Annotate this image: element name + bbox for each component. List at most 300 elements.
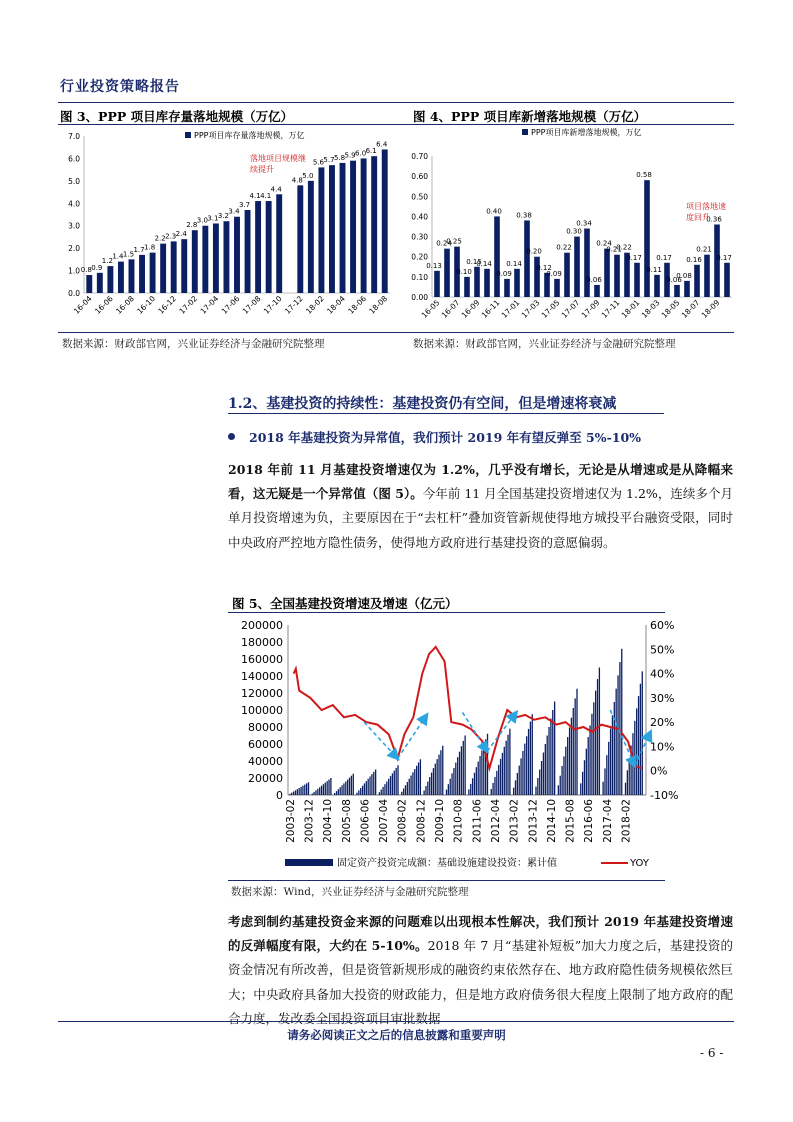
fig5-bar — [545, 744, 546, 795]
fig5-right-tick: 0% — [650, 764, 668, 778]
fig4-bar — [524, 220, 530, 297]
fig5-bar — [463, 741, 464, 795]
fig5-bar — [472, 778, 473, 795]
fig5-x-tick: 2010-08 — [452, 799, 465, 843]
fig5-bar — [302, 786, 303, 795]
fig5-right-tick: 50% — [650, 643, 675, 657]
fig5-bar — [341, 785, 342, 795]
fig4-value-label: 0.20 — [526, 247, 542, 256]
fig5-bar — [532, 714, 533, 795]
fig4-value-label: 0.06 — [586, 275, 602, 284]
fig5-bar — [308, 782, 309, 795]
fig3-bar — [234, 217, 240, 293]
fig3-bar — [340, 163, 346, 293]
fig5-bar — [409, 779, 410, 795]
fig5-bar — [371, 774, 372, 795]
fig5-bar — [558, 785, 559, 795]
fig5-bar — [498, 765, 499, 795]
fig4-annotation-2: 度回升 — [686, 213, 710, 222]
fig4-x-tick: 17-03 — [519, 298, 542, 320]
fig3-bar — [382, 149, 388, 293]
fig5-bar — [520, 758, 521, 795]
fig3-x-tick: 17-02 — [177, 294, 200, 316]
fig5-bar — [504, 747, 505, 795]
fig5-bar — [616, 689, 617, 795]
fig4-x-tick: 16-05 — [419, 298, 442, 320]
fig5-bar — [492, 783, 493, 795]
fig4-bar — [644, 180, 650, 297]
fig5-legend-bar-swatch — [285, 859, 333, 866]
fig5-right-tick: 60% — [650, 619, 675, 632]
fig3-value-label: 5.9 — [344, 151, 356, 160]
fig4-value-label: 0.14 — [506, 259, 522, 268]
fig5-bar — [522, 751, 523, 795]
fig5-bar — [461, 746, 462, 795]
fig5-bar — [599, 668, 600, 796]
fig5-bar — [338, 789, 339, 795]
fig5-x-tick: 2014-10 — [545, 799, 558, 843]
fig5-right-tick: -10% — [650, 789, 679, 802]
fig5-left-tick: 180000 — [241, 636, 283, 649]
fig5-bar — [423, 791, 424, 795]
fig4-bar — [574, 237, 580, 297]
fig4-y-tick: 0.50 — [411, 192, 428, 202]
fig5-bar — [386, 781, 387, 795]
fig5-legend-line-label: YOY — [630, 858, 649, 869]
fig3-x-tick: 18-04 — [325, 294, 347, 316]
fig5-bar — [373, 772, 374, 795]
fig4-y-tick: 0.40 — [411, 212, 428, 222]
fig5-bar — [573, 708, 574, 795]
fig5-x-tick: 2006-06 — [359, 799, 372, 843]
fig5-bar — [293, 792, 294, 795]
fig5-bar — [468, 789, 469, 795]
fig4-bar — [504, 279, 510, 297]
fig5-bar — [535, 787, 536, 796]
fig5-bar — [336, 791, 337, 795]
fig4-x-tick: 17-09 — [579, 298, 602, 320]
fig5-bar — [448, 784, 449, 795]
fig4-value-label: 0.38 — [516, 211, 532, 220]
fig3-value-label: 4.4 — [270, 185, 282, 194]
fig3-annotation-1: 落地项目规模继 — [250, 154, 306, 163]
fig5-x-tick: 2003-02 — [284, 799, 297, 843]
fig5-bar — [317, 789, 318, 795]
fig5-bar — [524, 744, 525, 795]
fig3-value-label: 3.7 — [238, 201, 251, 210]
fig5-bar — [427, 782, 428, 795]
fig3-bar — [97, 273, 103, 293]
fig5-bar — [403, 789, 404, 795]
fig5-bar — [554, 702, 555, 796]
page-number: - 6 - — [700, 1046, 724, 1060]
fig4-bar — [434, 271, 440, 297]
fig3-value-label: 0.8 — [80, 266, 92, 275]
fig5-bar — [586, 749, 587, 795]
fig5-bar — [517, 773, 518, 795]
fig4-bar — [514, 269, 520, 297]
fig3-value-label: 3.4 — [228, 207, 240, 216]
fig5-bar — [319, 787, 320, 795]
fig5-bar — [476, 767, 477, 795]
fig4-value-label: 0.09 — [496, 269, 512, 278]
fig4-bar — [594, 285, 600, 297]
fig3-y-tick: 2.0 — [68, 244, 80, 254]
fig5-bar — [379, 792, 380, 795]
fig3-value-label: 2.4 — [175, 230, 187, 239]
fig-title-rule — [58, 124, 734, 125]
fig4-value-label: 0.08 — [676, 271, 692, 280]
fig4-value-label: 0.17 — [626, 253, 642, 262]
fig3-bar — [202, 226, 208, 293]
fig5-bar — [602, 782, 603, 795]
fig4-value-label: 0.17 — [656, 253, 672, 262]
fig4-bar — [484, 269, 490, 297]
fig5-bar — [621, 649, 622, 795]
fig5-x-tick: 2011-06 — [471, 799, 484, 843]
fig5-x-tick: 2015-08 — [564, 799, 577, 843]
fig5-bar — [334, 793, 335, 795]
fig3-bar — [266, 201, 272, 293]
fig5-bar — [560, 776, 561, 795]
fig5-left-tick: 40000 — [248, 755, 283, 768]
fig5-bar — [550, 719, 551, 796]
fig5-bar — [530, 722, 531, 795]
fig5-bar — [509, 729, 510, 795]
fig5-bar — [369, 776, 370, 795]
fig5-bar — [397, 765, 398, 795]
fig3-bar — [276, 194, 282, 293]
fig3-y-tick: 1.0 — [68, 266, 80, 276]
fig5-bar — [640, 684, 641, 795]
fig5-bar — [435, 764, 436, 795]
fig5-bar — [614, 702, 615, 795]
fig5-bar — [528, 729, 529, 795]
fig4-bar — [704, 255, 710, 297]
fig5-bar — [297, 789, 298, 795]
fig3-bar — [361, 158, 367, 293]
fig4-chart — [410, 126, 736, 332]
fig5-bar — [597, 679, 598, 795]
fig5-bar — [289, 794, 290, 795]
fig5-bar — [479, 756, 480, 795]
fig5-bar — [330, 778, 331, 795]
fig3-bar — [213, 223, 219, 293]
fig3-value-label: 1.8 — [144, 243, 156, 252]
fig4-x-tick: 18-01 — [619, 298, 642, 320]
fig3-value-label: 5.8 — [333, 153, 346, 162]
fig4-bar — [464, 277, 470, 297]
fig4-bar — [534, 257, 540, 297]
fig5-x-tick: 2004-10 — [322, 799, 335, 843]
fig5-bar — [407, 782, 408, 795]
fig3-value-label: 1.2 — [101, 257, 113, 266]
fig5-right-tick: 40% — [650, 667, 675, 681]
fig5-bar — [364, 783, 365, 795]
fig5-x-tick: 2008-02 — [396, 799, 409, 843]
fig5-bar — [299, 788, 300, 795]
paragraph-1 — [228, 458, 733, 555]
fig5-bar — [496, 771, 497, 795]
fig3-value-label: 1.5 — [122, 250, 135, 259]
fig5-bar — [589, 725, 590, 795]
fig5-bar — [368, 779, 369, 795]
fig3-bar — [171, 241, 177, 293]
fig4-bar — [554, 279, 560, 297]
fig5-left-tick: 100000 — [241, 704, 283, 717]
fig5-bar — [358, 790, 359, 795]
fig5-x-tick: 2013-02 — [508, 799, 521, 843]
fig3-value-label: 2.2 — [154, 234, 166, 243]
fig3-bar — [118, 262, 124, 293]
fig4-value-label: 0.24 — [596, 239, 612, 248]
fig4-x-tick: 17-05 — [539, 298, 562, 320]
fig5-bar — [617, 675, 618, 795]
fig4-value-label: 0.14 — [476, 259, 492, 268]
fig5-bar — [625, 783, 626, 795]
fig4-y-tick: 0.60 — [411, 172, 428, 182]
fig5-bar — [392, 773, 393, 795]
fig4-bar — [444, 249, 450, 297]
fig3-chart — [58, 126, 394, 332]
fig3-value-label: 2.8 — [186, 221, 198, 230]
fig5-bar — [375, 770, 376, 796]
fig5-x-tick: 2005-08 — [340, 799, 353, 843]
fig5-bar — [584, 760, 585, 795]
fig5-bar — [453, 768, 454, 795]
fig5-bar — [491, 789, 492, 795]
fig3-value-label: 4.8 — [291, 176, 303, 185]
fig3-x-tick: 17-12 — [282, 294, 305, 316]
fig5-bar — [629, 758, 630, 795]
fig5-bar — [500, 759, 501, 795]
fig3-bar — [308, 181, 314, 293]
fig5-right-tick: 30% — [650, 691, 675, 705]
fig4-value-label: 0.21 — [606, 245, 622, 254]
fig3-x-tick: 17-10 — [261, 294, 284, 316]
fig5-bar — [588, 737, 589, 795]
fig4-bar — [474, 267, 480, 297]
fig5-bar — [362, 786, 363, 795]
fig4-bar — [684, 281, 690, 297]
fig3-x-tick: 18-08 — [367, 294, 390, 316]
fig5-bar — [526, 736, 527, 795]
fig3-bar — [181, 239, 187, 293]
fig4-x-tick: 16-07 — [439, 298, 462, 320]
fig4-value-label: 0.34 — [576, 219, 592, 228]
fig5-x-tick: 2008-12 — [415, 799, 428, 843]
fig3-x-tick: 16-06 — [93, 294, 115, 316]
fig4-value-label: 0.58 — [636, 171, 652, 180]
fig5-bar — [328, 780, 329, 795]
section-heading-rule — [228, 413, 664, 414]
fig4-x-tick: 17-07 — [559, 298, 582, 320]
fig5-bar — [537, 778, 538, 795]
fig5-bar — [349, 778, 350, 795]
fig5-left-tick: 200000 — [241, 619, 283, 632]
fig5-bar — [481, 750, 482, 795]
section-bullet — [228, 428, 641, 446]
fig5-bar — [576, 689, 577, 795]
fig5-title-rule — [228, 612, 665, 613]
fig5-bar — [343, 783, 344, 795]
fig5-bar — [405, 785, 406, 795]
fig3-y-tick: 4.0 — [68, 199, 80, 209]
fig5-bar — [304, 785, 305, 795]
fig5-bar — [457, 757, 458, 795]
fig3-value-label: 2.3 — [165, 232, 177, 241]
fig5-bar — [321, 786, 322, 795]
fig4-bar — [674, 285, 680, 297]
fig3-value-label: 6.0 — [355, 149, 367, 158]
fig5-bar — [567, 737, 568, 795]
fig5-bar — [515, 780, 516, 795]
fig3-bar — [160, 244, 166, 293]
fig5-bar — [360, 788, 361, 795]
fig5-bar — [381, 790, 382, 795]
paragraph-2-bold: 考虑到制约基建投资金来源的问题难以出现根本性解决，我们预计 2019 年基建投资增速的反弹幅度有限，大约在 5-10%。 — [228, 914, 733, 954]
fig3-x-tick: 17-06 — [219, 294, 242, 316]
fig3-value-label: 3.2 — [217, 212, 230, 221]
fig4-bar — [724, 263, 730, 297]
fig5-trend-arrow — [487, 712, 516, 751]
fig5-bar — [563, 756, 564, 795]
fig5-left-tick: 0 — [276, 789, 283, 802]
fig5-bar — [431, 773, 432, 795]
paragraph-2 — [228, 910, 733, 1031]
footer-rule — [58, 1021, 734, 1022]
fig3-bar — [139, 255, 145, 293]
fig5-bar — [483, 745, 484, 795]
header-rule — [58, 102, 734, 103]
fig5-bar — [642, 671, 643, 795]
fig3-bar — [192, 230, 198, 293]
fig3-value-label: 5.7 — [323, 156, 335, 165]
fig5-bar — [429, 777, 430, 795]
fig3-x-tick: 16-12 — [156, 294, 179, 316]
fig4-bar — [654, 275, 660, 297]
fig5-bar — [414, 769, 415, 795]
fig5-bar — [325, 783, 326, 795]
fig5-bar — [420, 759, 421, 795]
fig5-bar — [502, 753, 503, 795]
fig5-bar — [345, 781, 346, 795]
fig3-bar — [150, 253, 156, 293]
fig5-title: 图 5、全国基建投资增速及增速（亿元） — [232, 596, 458, 611]
fig3-value-label: 6.1 — [365, 147, 377, 156]
fig3-bar — [255, 201, 261, 293]
fig4-x-tick: 16-11 — [479, 298, 502, 320]
fig4-value-label: 0.21 — [696, 245, 712, 254]
fig5-x-tick: 2017-04 — [601, 799, 614, 843]
fig4-x-tick: 17-11 — [599, 298, 622, 320]
fig3-x-tick: 16-04 — [71, 294, 94, 316]
fig4-bar — [604, 249, 610, 297]
fig5-x-tick: 2013-12 — [527, 799, 540, 843]
fig5-bar — [634, 721, 635, 795]
fig5-bar — [291, 793, 292, 795]
fig4-bar — [614, 255, 620, 297]
fig3-bar — [329, 165, 335, 293]
fig5-bar — [459, 752, 460, 795]
fig4-value-label: 0.25 — [446, 237, 462, 246]
fig5-bar — [438, 755, 439, 795]
fig4-bar — [694, 265, 700, 297]
fig5-bottom-rule — [228, 880, 665, 881]
fig4-x-tick: 18-03 — [639, 298, 662, 320]
section-heading: 1.2、基建投资的持续性：基建投资仍有空间，但是增速将衰减 — [228, 396, 617, 412]
fig3-bar — [297, 185, 303, 293]
fig5-bar — [561, 766, 562, 795]
fig5-bar — [356, 793, 357, 795]
fig5-bar — [591, 714, 592, 795]
fig5-bar — [636, 708, 637, 795]
fig3-bar — [86, 275, 92, 293]
fig5-bar — [606, 755, 607, 795]
fig5-bar — [506, 741, 507, 795]
fig5-bar — [384, 784, 385, 795]
fig4-value-label: 0.16 — [686, 255, 702, 264]
fig4-value-label: 0.40 — [486, 207, 502, 216]
fig4-y-tick: 0.00 — [411, 293, 428, 302]
fig5-bar — [541, 761, 542, 795]
fig4-title: 图 4、PPP 项目库新增落地规模（万亿） — [413, 109, 647, 124]
fig5-left-tick: 60000 — [248, 738, 283, 751]
fig4-value-label: 0.22 — [556, 243, 572, 252]
fig5-bar — [388, 779, 389, 795]
fig4-value-label: 0.22 — [616, 243, 632, 252]
fig5-bar — [433, 768, 434, 795]
fig5-bar — [312, 793, 313, 795]
fig3-value-label: 6.4 — [376, 140, 388, 149]
fig5-left-tick: 140000 — [241, 670, 283, 683]
fig4-legend-label: PPP项目库新增落地规模，万亿 — [531, 128, 642, 137]
fig5-bar — [494, 777, 495, 795]
fig3-annotation-2: 续提升 — [250, 165, 274, 174]
fig5-bar — [450, 779, 451, 795]
fig5-bar — [610, 729, 611, 795]
fig5-bar — [593, 702, 594, 795]
fig5-right-tick: 20% — [650, 716, 675, 730]
fig4-bar — [494, 216, 500, 297]
fig3-value-label: 1.4 — [112, 252, 124, 261]
fig5-bar — [539, 770, 540, 796]
footer-disclaimer: 请务必阅读正文之后的信息披露和重要声明 — [287, 1028, 506, 1042]
fig5-bar — [580, 783, 581, 795]
fig3-bar — [371, 156, 377, 293]
fig4-value-label: 0.11 — [646, 265, 662, 274]
fig3-title: 图 3、PPP 项目库存量落地规模（万亿） — [60, 109, 294, 124]
fig5-bar — [595, 691, 596, 795]
fig3-value-label: 4.1 — [249, 192, 261, 201]
fig5-left-tick: 20000 — [248, 772, 283, 785]
bullet-dot — [228, 433, 235, 440]
fig3-value-label: 4.1 — [260, 192, 272, 201]
fig5-x-tick: 2012-04 — [489, 799, 502, 843]
fig3-value-label: 1.7 — [133, 245, 145, 254]
fig5-bar — [440, 750, 441, 795]
fig5-bar — [412, 772, 413, 795]
fig4-x-tick: 17-01 — [499, 298, 522, 320]
fig5-bar — [416, 766, 417, 795]
fig5-left-tick: 120000 — [241, 687, 283, 700]
paragraph-1-bold: 2018 年前 11 月基建投资增速仅为 1.2%，几乎没有增长，无论是从增速或是从降幅来看，这无疑是一个异常值（图 5）。 — [228, 462, 733, 502]
fig5-left-tick: 160000 — [241, 653, 283, 666]
fig3-value-label: 0.9 — [91, 263, 103, 272]
fig3-y-tick: 0.0 — [68, 289, 80, 298]
fig3-value-label: 5.6 — [312, 158, 324, 167]
fig5-bar — [390, 776, 391, 795]
